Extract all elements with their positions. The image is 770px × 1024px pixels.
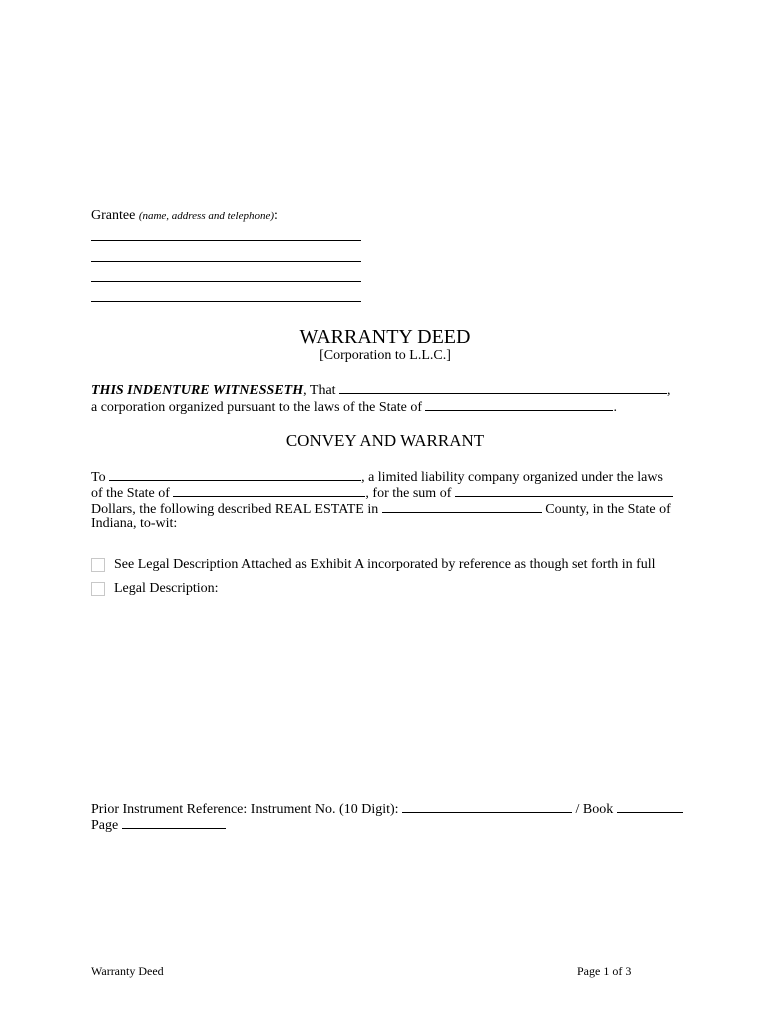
- grantee-line-1[interactable]: [91, 240, 361, 241]
- grantee-llc-blank[interactable]: [109, 468, 361, 481]
- prior-instrument-text: Prior Instrument Reference: Instrument No. (10 Digit):: [91, 802, 399, 817]
- indenture-lead: THIS INDENTURE WITNESSETH: [91, 383, 304, 398]
- grantee-label: Grantee: [91, 208, 136, 223]
- exhibit-a-label: See Legal Description Attached as Exhibit A incorporated by reference as though set forth in full: [114, 557, 656, 572]
- document-title: WARRANTY DEED: [299, 326, 471, 348]
- grantor-state-blank[interactable]: [425, 398, 613, 411]
- exhibit-a-checkbox[interactable]: [91, 558, 105, 572]
- indenture-state-text: a corporation organized pursuant to the laws of the State of: [91, 400, 422, 415]
- grant-state-of: of the State of: [91, 486, 170, 501]
- grantor-name-blank[interactable]: [339, 381, 667, 394]
- county-blank[interactable]: [382, 500, 542, 513]
- grant-county-text: County, in the State of: [545, 502, 671, 517]
- grant-sum-text: , for the sum of: [365, 486, 452, 501]
- indenture-line-1: [91, 381, 671, 399]
- grant-llc-text: , a limited liability company organized under the laws: [361, 470, 663, 485]
- book-blank[interactable]: [617, 800, 683, 813]
- grant-indiana-text: Indiana, to-wit:: [91, 516, 178, 531]
- grant-to: To: [91, 470, 106, 485]
- legal-description-label: Legal Description:: [114, 581, 219, 596]
- grantee-label-line: [91, 208, 278, 224]
- sum-blank[interactable]: [455, 484, 673, 497]
- prior-instrument-page: Page: [91, 818, 119, 833]
- footer-page-number: Page 1 of 3: [577, 964, 632, 978]
- indenture-comma: ,: [667, 383, 671, 398]
- document-subtitle: [Corporation to L.L.C.]: [319, 348, 451, 363]
- grantee-line-4[interactable]: [91, 301, 361, 302]
- grantee-hint: (name, address and telephone): [138, 210, 275, 222]
- convey-warrant-heading: CONVEY AND WARRANT: [285, 431, 485, 450]
- page-blank[interactable]: [122, 816, 226, 829]
- indenture-period: .: [613, 400, 617, 415]
- grant-line-3: [91, 500, 671, 518]
- indenture-line-2: [91, 398, 617, 416]
- legal-description-checkbox[interactable]: [91, 582, 105, 596]
- indenture-that: , That: [303, 383, 336, 398]
- instrument-no-blank[interactable]: [402, 800, 572, 813]
- grant-dollars-text: Dollars, the following described REAL ESTATE in: [91, 502, 379, 517]
- grantee-state-blank[interactable]: [173, 484, 365, 497]
- prior-instrument-line-2: [91, 816, 226, 834]
- grant-line-4: [91, 516, 177, 532]
- grantee-line-3[interactable]: [91, 281, 361, 282]
- grantee-line-2[interactable]: [91, 261, 361, 262]
- prior-instrument-book: / Book: [575, 802, 614, 817]
- grantee-colon: :: [274, 208, 278, 223]
- footer-left: Warranty Deed: [91, 964, 164, 978]
